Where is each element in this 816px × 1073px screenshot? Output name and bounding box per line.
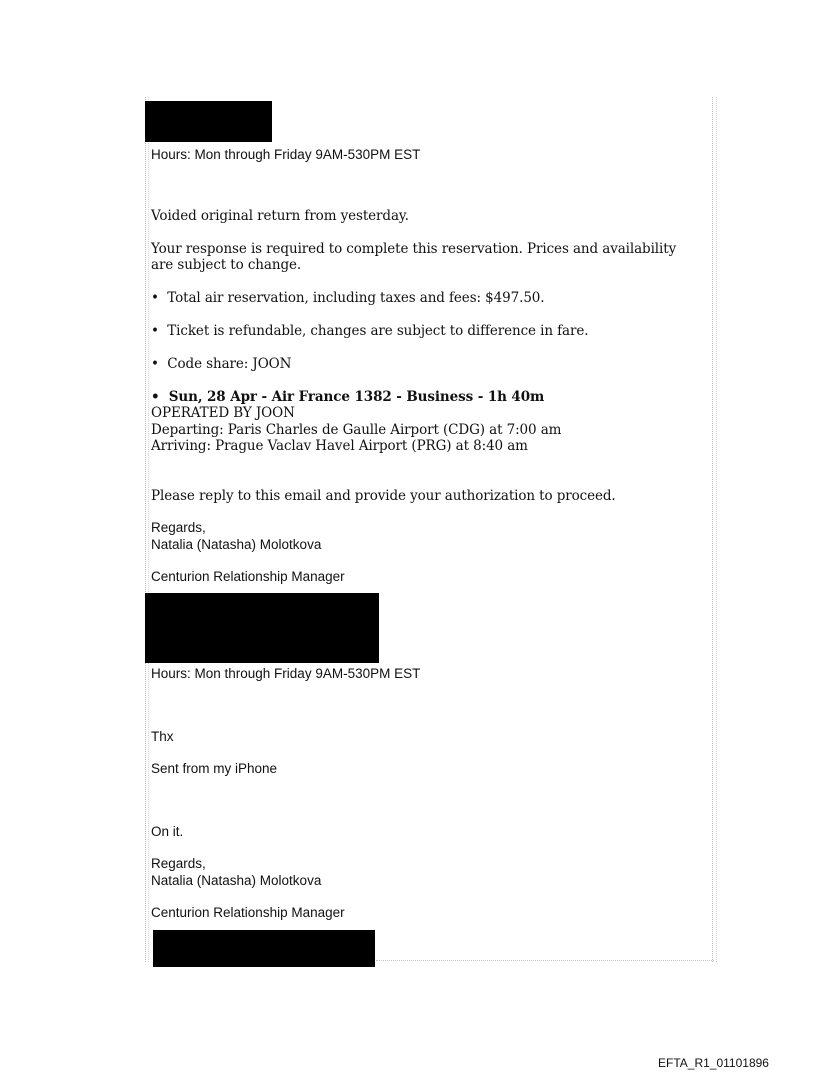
bullet-item-total [151,290,544,306]
redaction-block [153,930,375,967]
response-line-1: Your response is required to complete this reservation. Prices and availability [151,241,677,257]
response-line-2: are subject to change. [151,257,302,273]
bullet-text: Total air reservation, including taxes and fees: $497.50. [167,290,545,306]
reply-request: Please reply to this email and provide your authorization to proceed. [151,488,616,504]
signature-regards: Regards, [151,520,206,535]
flight-heading-text: Sun, 28 Apr - Air France 1382 - Business - 1h 40m [168,389,545,405]
quote-border-left [145,97,149,962]
bullet-glyph: • [151,290,159,306]
bullet-glyph: • [151,323,159,339]
redaction-block [145,593,379,663]
signature-name: Natalia (Natasha) Molotkova [151,873,322,888]
bullet-text: Ticket is refundable, changes are subject to difference in fare. [167,323,589,339]
bullet-item-refundable [151,323,588,339]
on-it-line: On it. [151,824,184,839]
sent-from-line: Sent from my iPhone [151,761,278,776]
bullet-glyph: • [151,356,159,372]
quote-border-right [712,97,717,962]
bullet-text: Code share: JOON [167,356,292,372]
flight-departing: Departing: Paris Charles de Gaulle Airport (CDG) at 7:00 am [151,422,562,438]
signature-regards: Regards, [151,856,206,871]
reply-thx: Thx [151,729,174,744]
signature-name: Natalia (Natasha) Molotkova [151,537,322,552]
bullet-item-codeshare [151,356,291,372]
voided-note: Voided original return from yesterday. [151,208,409,224]
signature-title: Centurion Relationship Manager [151,905,345,920]
flight-heading [151,389,544,405]
signature-title: Centurion Relationship Manager [151,569,345,584]
document-id: EFTA_R1_01101896 [658,1056,769,1070]
redaction-block [145,101,272,142]
flight-arriving: Arriving: Prague Vaclav Havel Airport (PRG) at 8:40 am [151,438,528,454]
hours-line: Hours: Mon through Friday 9AM-530PM EST [151,666,421,681]
flight-operated-by: OPERATED BY JOON [151,405,295,421]
hours-line: Hours: Mon through Friday 9AM-530PM EST [151,147,421,162]
bullet-glyph: • [151,389,160,405]
quote-border-bottom [376,960,714,961]
